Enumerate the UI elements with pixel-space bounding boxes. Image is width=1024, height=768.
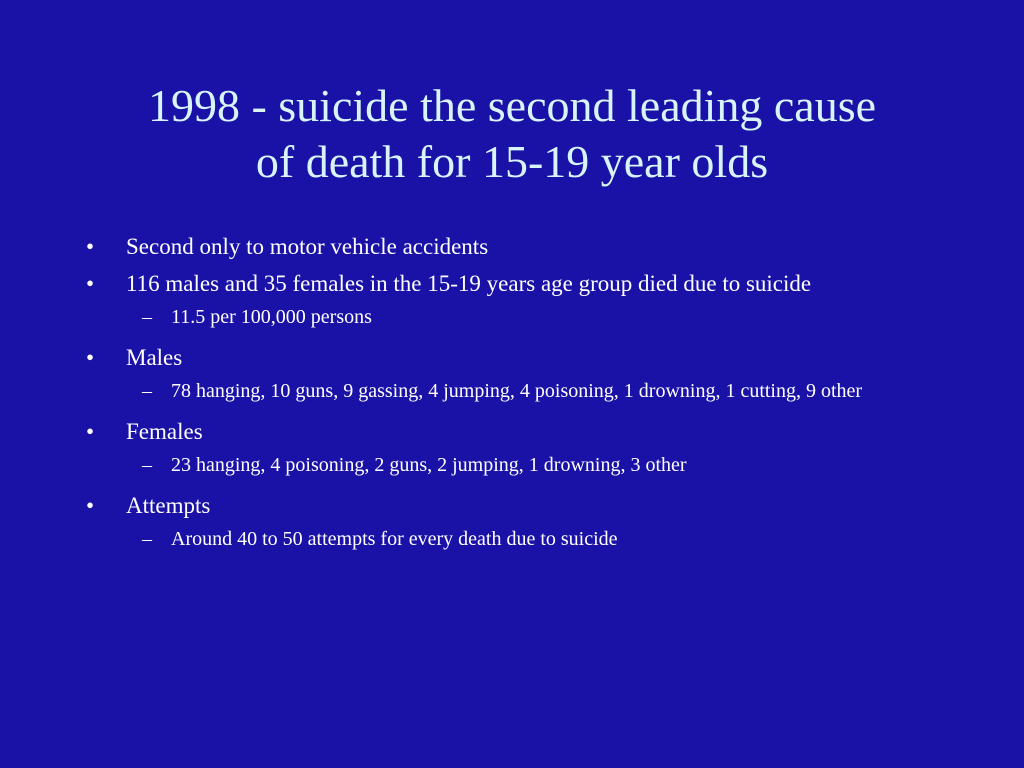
sub-bullet-marker: – xyxy=(142,380,152,402)
sub-bullet-text: 11.5 per 100,000 persons xyxy=(171,306,372,328)
bullet-list xyxy=(82,228,942,561)
bullet-marker: • xyxy=(86,271,95,296)
slide-title-line-1: 1998 - suicide the second leading cause xyxy=(147,80,877,131)
sub-bullet-text: 78 hanging, 10 guns, 9 gassing, 4 jumping, 4 poisoning, 1 drowning, 1 cutting, 9 other xyxy=(171,380,863,402)
sub-bullet-item xyxy=(82,524,942,555)
sub-bullet-marker: – xyxy=(142,306,152,328)
slide-title xyxy=(60,78,964,190)
bullet-marker: • xyxy=(86,234,95,259)
sub-bullet-marker: – xyxy=(142,528,152,550)
bullet-item xyxy=(82,413,942,450)
sub-bullet-item xyxy=(82,450,942,481)
bullet-item xyxy=(82,487,942,524)
slide-title-line-2: of death for 15-19 year olds xyxy=(255,136,769,187)
sub-bullet-text: Around 40 to 50 attempts for every death due to suicide xyxy=(171,528,618,550)
bullet-marker: • xyxy=(86,419,95,444)
bullet-item xyxy=(82,265,942,302)
sub-bullet-item xyxy=(82,376,942,407)
bullet-marker: • xyxy=(86,493,95,518)
bullet-text: Males xyxy=(126,345,183,370)
sub-bullet-text: 23 hanging, 4 poisoning, 2 guns, 2 jumping, 1 drowning, 3 other xyxy=(171,454,687,476)
bullet-text: Second only to motor vehicle accidents xyxy=(126,234,489,259)
sub-bullet-marker: – xyxy=(142,454,152,476)
bullet-text: Attempts xyxy=(126,493,211,518)
bullet-text: 116 males and 35 females in the 15-19 years age group died due to suicide xyxy=(126,271,812,296)
sub-bullet-item xyxy=(82,302,942,333)
bullet-marker: • xyxy=(86,345,95,370)
bullet-text: Females xyxy=(126,419,203,444)
bullet-item xyxy=(82,228,942,265)
bullet-item xyxy=(82,339,942,376)
